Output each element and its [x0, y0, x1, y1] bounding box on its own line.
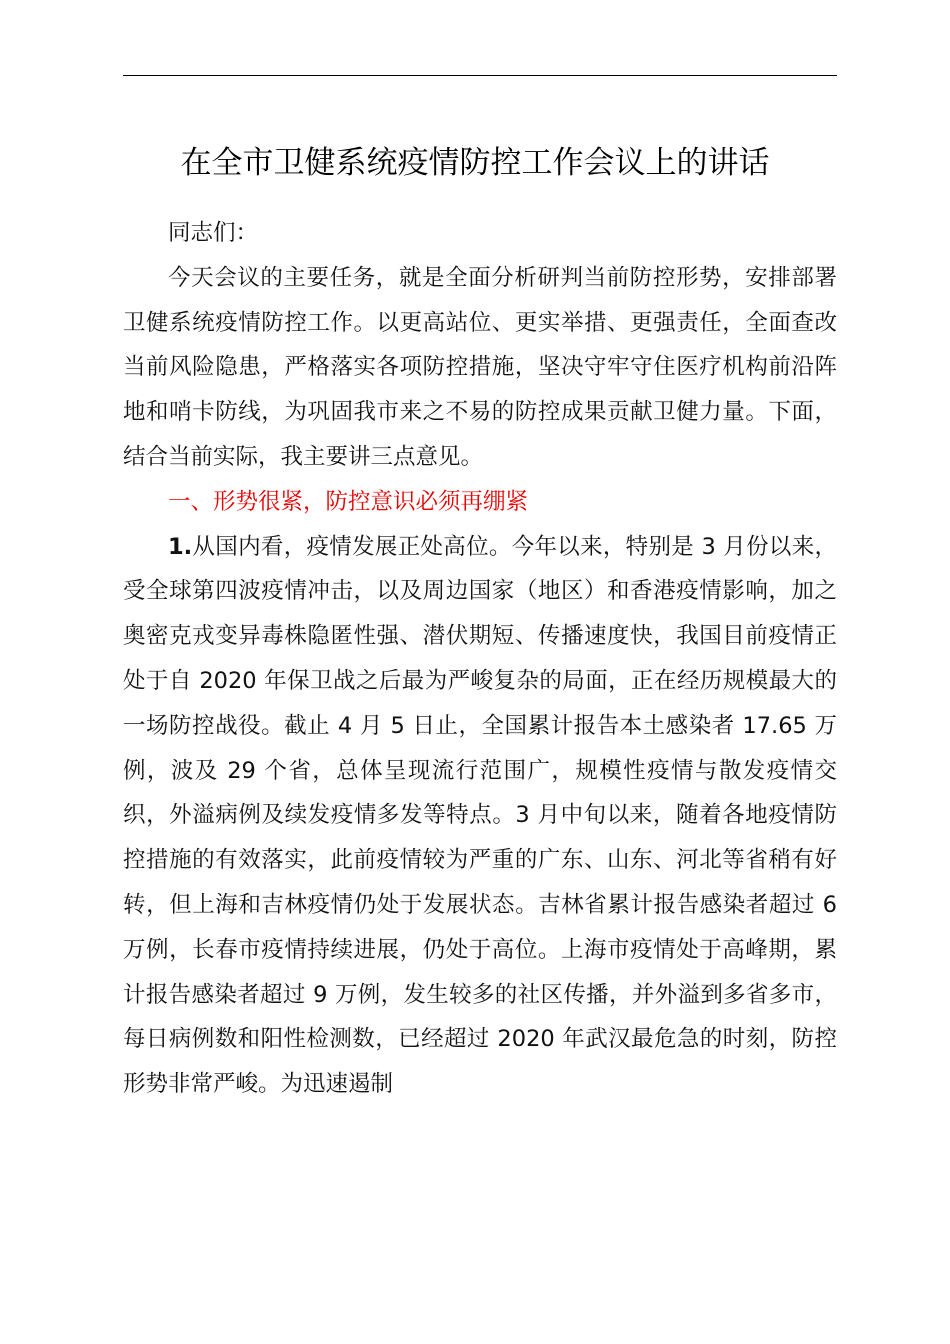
speech-body	[123, 211, 837, 1107]
header-rule	[123, 75, 837, 76]
intro-paragraph: 今天会议的主要任务，就是全面分析研判当前防控形势，安排部署卫健系统疫情防控工作。以更高站位、更实举措、更强责任，全面查改当前风险隐患，严格落实各项防控措施，坚决守牢守住医疗机构前沿阵地和哨卡防线，为巩固我市来之不易的防控成果贡献卫健力量。下面，结合当前实际，我主要讲三点意见。	[123, 264, 837, 470]
page-title: 在全市卫健系统疫情防控工作会议上的讲话	[180, 145, 770, 181]
section-heading: 一、形势很紧，防控意识必须再绷紧	[168, 488, 529, 515]
point-paragraph	[123, 525, 837, 1107]
point-number: 1.	[168, 533, 193, 560]
point-text: 从国内看，疫情发展正处高位。今年以来，特别是 3 月份以来，受全球第四波疫情冲击，以及周边国家（地区）和香港疫情影响，加之奥密克戎变异毒株隐匿性强、潜伏期短、传播速度快，我国目前疫情正处于自 2020 年保卫战之后最为严峻复杂的局面，正在经历规模最大的一场防控战役。截止 4 月 5 日止，全国累计报告本土感染者 17.65 万例，波及 29 个省，总体呈现流行范围广，规模性疫情与散发疫情交织，外溢病例及续发疫情多发等特点。3 月中旬以来，随着各地疫情防控措施的有效落实，此前疫情较为严重的广东、山东、河北等省稍有好转，但上海和吉林疫情仍处于发展状态。吉林省累计报告感染者超过 6 万例，长春市疫情持续进展，仍处于高位。上海市疫情处于高峰期，累计报告感染者超过 9 万例，发生较多的社区传播，并外溢到多省多市，每日病例数和阳性检测数，已经超过 2020 年武汉最危急的时刻，防控形势非常严峻。为迅速遏制	[123, 533, 837, 1098]
salutation: 同志们：	[168, 220, 259, 246]
